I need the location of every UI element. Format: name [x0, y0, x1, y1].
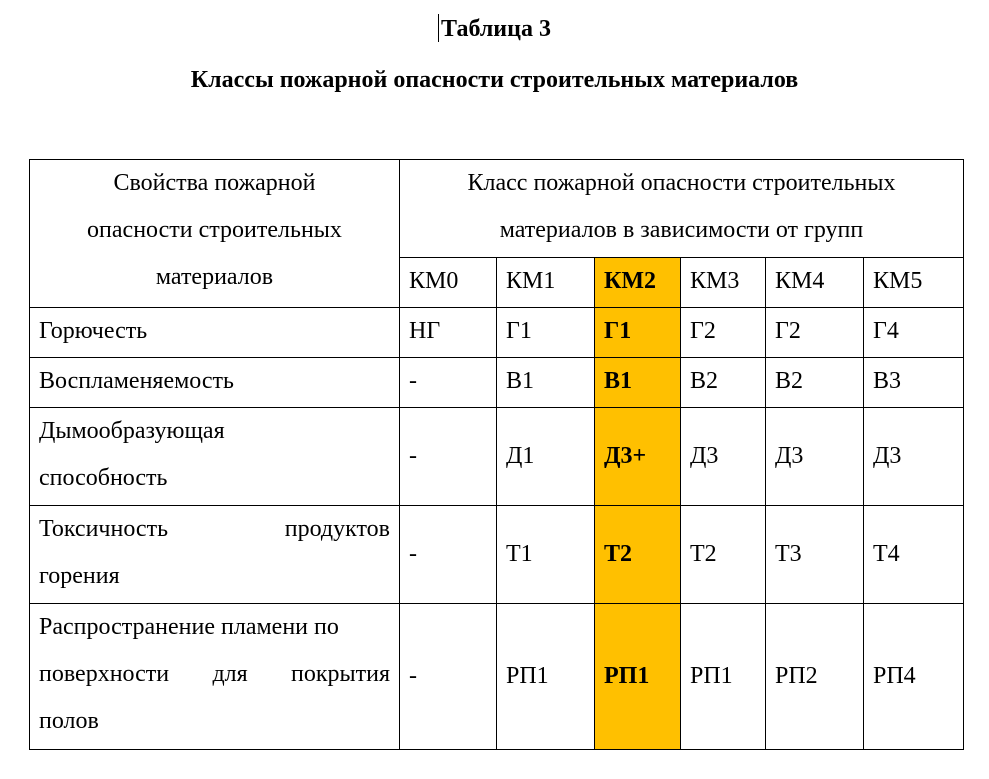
table-cell: Т2 — [681, 506, 766, 604]
property-label: Токсичность продуктов горения — [30, 506, 400, 604]
class-header: КМ4 — [766, 258, 864, 308]
table-cell: В2 — [681, 358, 766, 408]
table-cell: - — [400, 506, 497, 604]
table-cell: В2 — [766, 358, 864, 408]
property-label: Горючесть — [30, 308, 400, 358]
property-label: Воспламеняемость — [30, 358, 400, 408]
table-cell: Т1 — [497, 506, 595, 604]
table-row — [30, 408, 964, 506]
table-cell: Д3 — [864, 408, 964, 506]
table-cell: РП4 — [864, 604, 964, 750]
table-cell: - — [400, 604, 497, 750]
property-word: покрытия — [290, 661, 390, 687]
class-header: КМ1 — [497, 258, 595, 308]
table-row — [30, 604, 964, 750]
table-number — [0, 14, 989, 44]
property-label: Распространение пламени по поверхности для покрытия полов — [30, 604, 400, 750]
table-row — [30, 358, 964, 408]
table-cell: Г2 — [766, 308, 864, 358]
table-cell-highlighted: Д3+ — [595, 408, 681, 506]
table-cell: Г2 — [681, 308, 766, 358]
table-cell: Д3 — [681, 408, 766, 506]
table-cell: РП2 — [766, 604, 864, 750]
header-row — [30, 160, 964, 258]
table-cell: В3 — [864, 358, 964, 408]
table-cell: Г1 — [497, 308, 595, 358]
table-cell: Т3 — [766, 506, 864, 604]
table-row — [30, 308, 964, 358]
class-header: КМ5 — [864, 258, 964, 308]
table-cell: Г4 — [864, 308, 964, 358]
table-cell: - — [400, 358, 497, 408]
table-cell-highlighted: РП1 — [595, 604, 681, 750]
table-cell: РП1 — [681, 604, 766, 750]
table-cell: РП1 — [497, 604, 595, 750]
table-cell-highlighted: В1 — [595, 358, 681, 408]
properties-header: Свойства пожарной опасности строительных материалов — [30, 160, 400, 308]
class-header: КМ3 — [681, 258, 766, 308]
table-cell: Д3 — [766, 408, 864, 506]
table-cell: НГ — [400, 308, 497, 358]
table-cell: Т4 — [864, 506, 964, 604]
table-title: Классы пожарной опасности строительных материалов — [190, 67, 799, 93]
table-cell-highlighted: Т2 — [595, 506, 681, 604]
property-word: продуктов — [284, 516, 390, 542]
table-cell: - — [400, 408, 497, 506]
table-cell-highlighted: Г1 — [595, 308, 681, 358]
class-header-highlighted: КМ2 — [595, 258, 681, 308]
property-word: поверхности — [39, 661, 170, 687]
property-word: Токсичность — [39, 516, 169, 542]
table-cell: Д1 — [497, 408, 595, 506]
text-cursor — [438, 14, 439, 42]
class-header: КМ0 — [400, 258, 497, 308]
table-cell: В1 — [497, 358, 595, 408]
property-label: Дымообразующая способность — [30, 408, 400, 506]
fire-hazard-table — [29, 159, 964, 750]
table-number-text: Таблица 3 — [441, 16, 551, 42]
classes-group-header: Класс пожарной опасности строительных материалов в зависимости от групп — [400, 160, 964, 258]
property-word: для — [212, 661, 248, 687]
table-row — [30, 506, 964, 604]
